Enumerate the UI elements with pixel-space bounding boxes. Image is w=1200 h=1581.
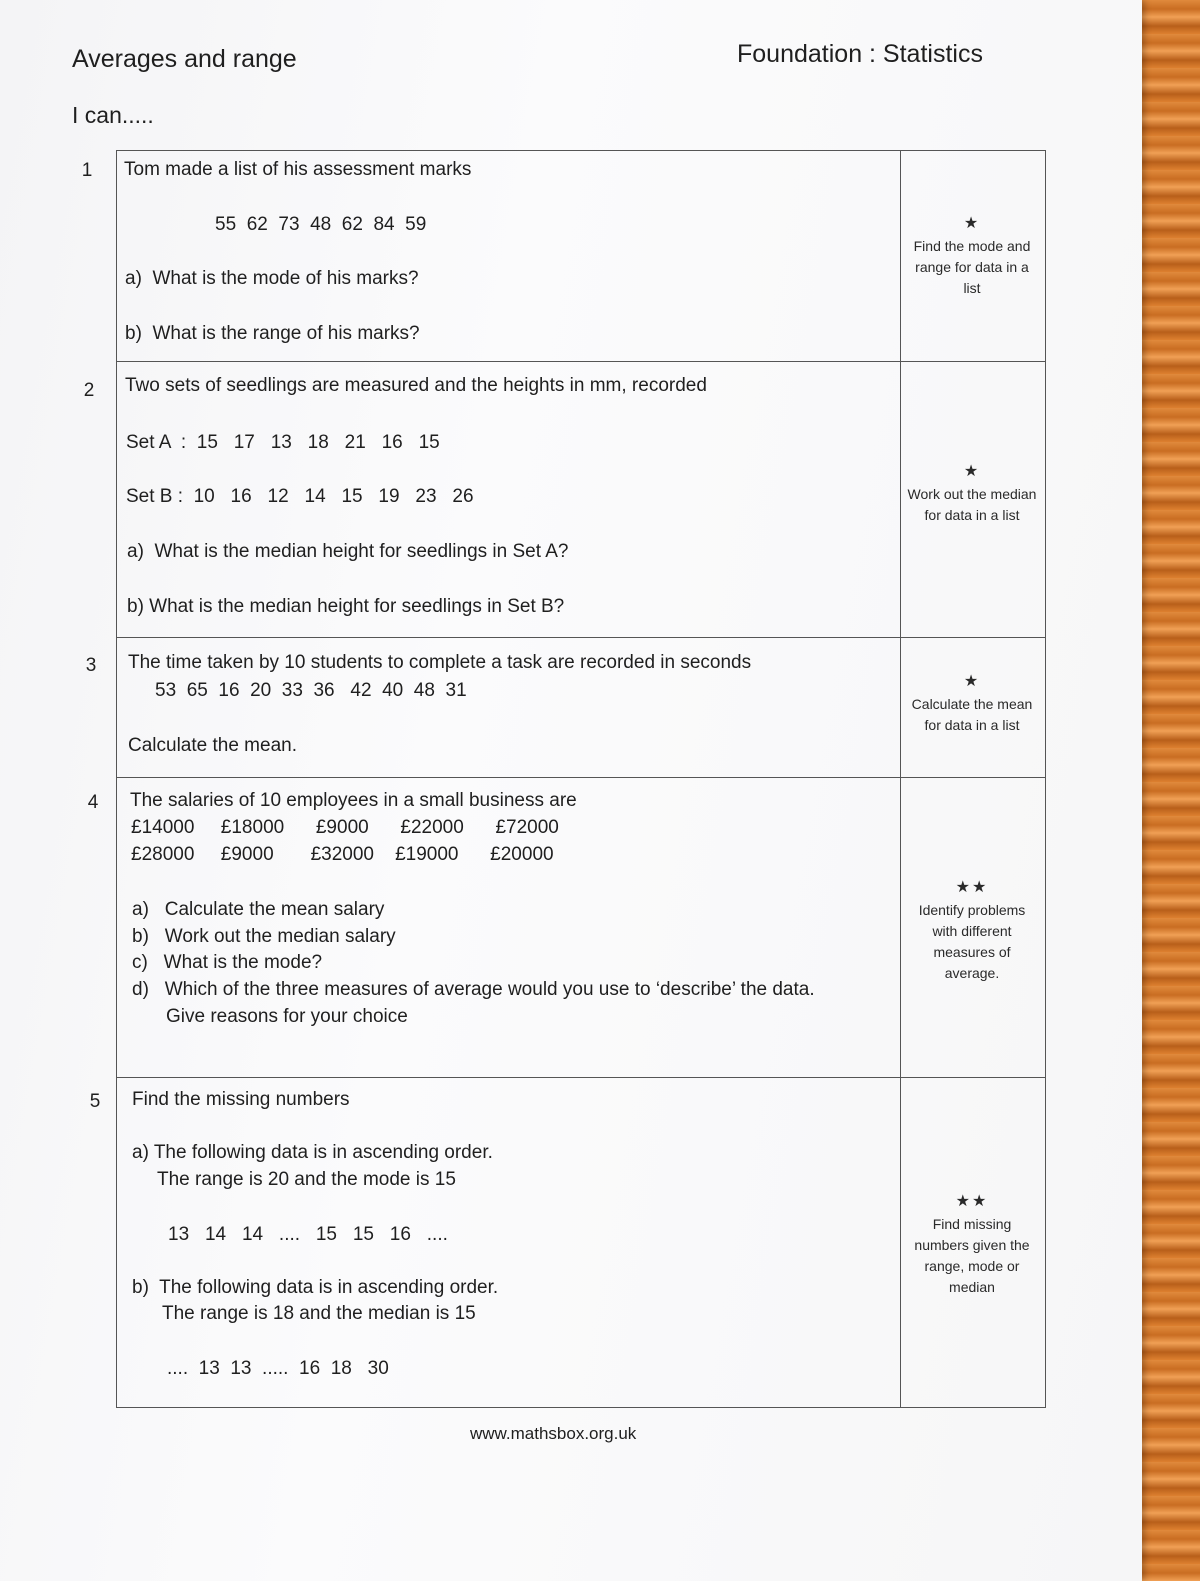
question-number-4: 4	[87, 792, 99, 813]
worksheet-subject: Foundation : Statistics	[737, 40, 983, 68]
skill-cell-3	[907, 671, 1037, 736]
question-5-part-a-condition: The range is 20 and the mode is 15	[157, 1169, 456, 1190]
row-divider-4	[117, 1077, 1045, 1078]
skill-cell-5	[907, 1191, 1037, 1298]
row-divider-2	[117, 637, 1045, 638]
skill-description: Find the mode and range for data in a list	[913, 238, 1031, 296]
question-number-2: 2	[83, 380, 95, 401]
row-divider-1	[117, 361, 1045, 362]
skill-description: Find missing numbers given the range, mode or median	[914, 1216, 1030, 1295]
difficulty-stars: ★	[963, 463, 981, 480]
question-number-5: 5	[89, 1091, 101, 1112]
question-5-part-b: b) The following data is in ascending order.	[132, 1277, 499, 1298]
skill-cell-4	[907, 877, 1037, 984]
question-number-3: 3	[85, 655, 97, 676]
question-3-task: Calculate the mean.	[128, 735, 297, 756]
worksheet-title: Averages and range	[72, 45, 297, 73]
difficulty-stars: ★★	[955, 879, 989, 896]
question-4-salaries-row-2: £28000 £9000 £32000 £19000 £20000	[131, 844, 554, 865]
question-4-salaries-row-1: £14000 £18000 £9000 £22000 £72000	[131, 817, 559, 838]
question-1-data: 55 62 73 48 62 84 59	[215, 214, 427, 235]
question-5-part-a-sequence: 13 14 14 .... 15 15 16 ....	[168, 1224, 448, 1245]
question-2-set-a: Set A : 15 17 13 18 21 16 15	[126, 432, 440, 453]
difficulty-stars: ★	[963, 215, 981, 232]
question-4-part-c: c) What is the mode?	[132, 952, 323, 973]
question-1-part-b: b) What is the range of his marks?	[125, 323, 420, 344]
skill-description: Work out the median for data in a list	[907, 486, 1037, 523]
difficulty-stars: ★★	[955, 1193, 989, 1210]
question-1-part-a: a) What is the mode of his marks?	[125, 268, 419, 289]
question-5-part-b-sequence: .... 13 13 ..... 16 18 30	[167, 1358, 389, 1379]
questions-table	[116, 150, 1046, 1408]
question-4-intro: The salaries of 10 employees in a small business are	[130, 790, 577, 811]
question-2-intro: Two sets of seedlings are measured and the heights in mm, recorded	[125, 375, 707, 396]
skill-description: Identify problems with different measures of average.	[918, 902, 1026, 981]
question-4-part-d-continued: Give reasons for your choice	[166, 1006, 408, 1027]
question-2-part-b: b) What is the median height for seedlings in Set B?	[127, 596, 565, 617]
question-2-part-a: a) What is the median height for seedlings in Set A?	[127, 541, 569, 562]
i-can-heading: I can.....	[72, 102, 154, 128]
question-2-set-b: Set B : 10 16 12 14 15 19 23 26	[126, 486, 474, 507]
skill-cell-2	[907, 461, 1037, 526]
question-4-part-d: d) Which of the three measures of average would you use to ‘describe’ the data.	[132, 979, 815, 1000]
question-5-intro: Find the missing numbers	[132, 1089, 350, 1110]
question-number-1: 1	[81, 160, 93, 181]
footer-url: www.mathsbox.org.uk	[470, 1424, 637, 1443]
difficulty-stars: ★	[963, 673, 981, 690]
skill-description: Calculate the mean for data in a list	[911, 696, 1033, 733]
question-3-intro: The time taken by 10 students to complete a task are recorded in seconds	[128, 652, 752, 673]
skill-cell-1	[907, 213, 1037, 299]
question-1-intro: Tom made a list of his assessment marks	[124, 159, 472, 180]
skill-column-divider	[900, 151, 901, 1407]
question-5-part-a: a) The following data is in ascending order.	[132, 1142, 493, 1163]
question-4-part-b: b) Work out the median salary	[132, 926, 396, 947]
question-3-data: 53 65 16 20 33 36 42 40 48 31	[155, 680, 467, 701]
row-divider-3	[117, 777, 1045, 778]
desk-background	[1132, 0, 1200, 1581]
question-4-part-a: a) Calculate the mean salary	[132, 899, 385, 920]
question-5-part-b-condition: The range is 18 and the median is 15	[162, 1303, 476, 1324]
